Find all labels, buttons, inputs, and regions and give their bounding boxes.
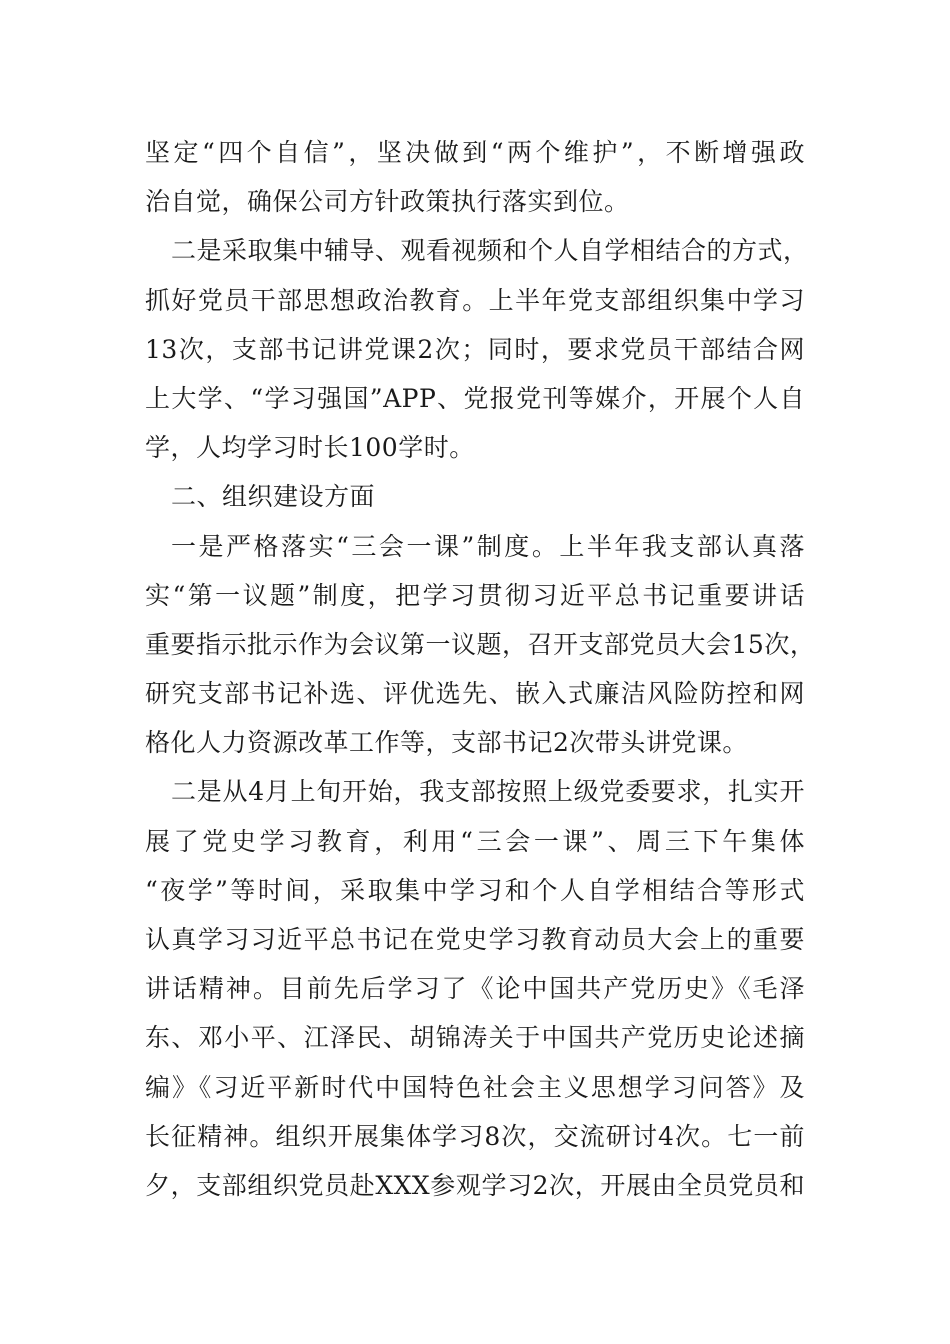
- text-line: 治自觉，确保公司方针政策执行落实到位。: [145, 187, 630, 217]
- text-line: 东、邓小平、江泽民、胡锦涛关于中国共产党历史论述摘: [145, 1023, 805, 1053]
- text-line: 坚定“四个自信”，坚决做到“两个维护”，不断增强政: [145, 138, 805, 167]
- text-line: 格化人力资源改革工作等，支部书记2次带头讲党课。: [145, 728, 748, 758]
- paragraph-start-line: 二是采取集中辅导、观看视频和个人自学相结合的方式，: [171, 236, 809, 266]
- paragraph-start-line: 二是从4月上旬开始，我支部按照上级党委要求，扎实开: [171, 777, 805, 807]
- text-line: 实“第一议题”制度，把学习贯彻习近平总书记重要讲话: [145, 580, 805, 610]
- text-line: 13次，支部书记讲党课2次；同时，要求党员干部结合网: [145, 334, 805, 364]
- text-line: “夜学”等时间，采取集中学习和个人自学相结合等形式: [145, 875, 805, 905]
- text-line: 学，人均学习时长100学时。: [145, 433, 475, 463]
- text-line: 重要指示批示作为会议第一议题，召开支部党员大会15次，: [145, 629, 816, 659]
- text-line: 夕，支部组织党员赴XXX参观学习2次，开展由全员党员和: [145, 1170, 805, 1200]
- text-line: 编》《习近平新时代中国特色社会主义思想学习问答》及: [145, 1072, 805, 1102]
- text-line: 长征精神。组织开展集体学习8次，交流研讨4次。七一前: [145, 1121, 805, 1151]
- text-line: 研究支部书记补选、评优选先、嵌入式廉洁风险防控和网: [145, 679, 805, 709]
- text-line: 讲话精神。目前先后学习了《论中国共产党历史》《毛泽: [145, 974, 805, 1004]
- document-body: [145, 128, 816, 1210]
- text-line: 上大学、“学习强国”APP、党报党刊等媒介，开展个人自: [145, 383, 805, 413]
- text-line: 抓好党员干部思想政治教育。上半年党支部组织集中学习: [145, 285, 805, 315]
- text-line: 认真学习习近平总书记在党史学习教育动员大会上的重要: [145, 925, 805, 954]
- text-line: 展了党史学习教育，利用“三会一课”、周三下午集体: [145, 826, 805, 856]
- section-heading: 二、组织建设方面: [171, 482, 376, 512]
- paragraph-start-line: 一是严格落实“三会一课”制度。上半年我支部认真落: [171, 531, 805, 561]
